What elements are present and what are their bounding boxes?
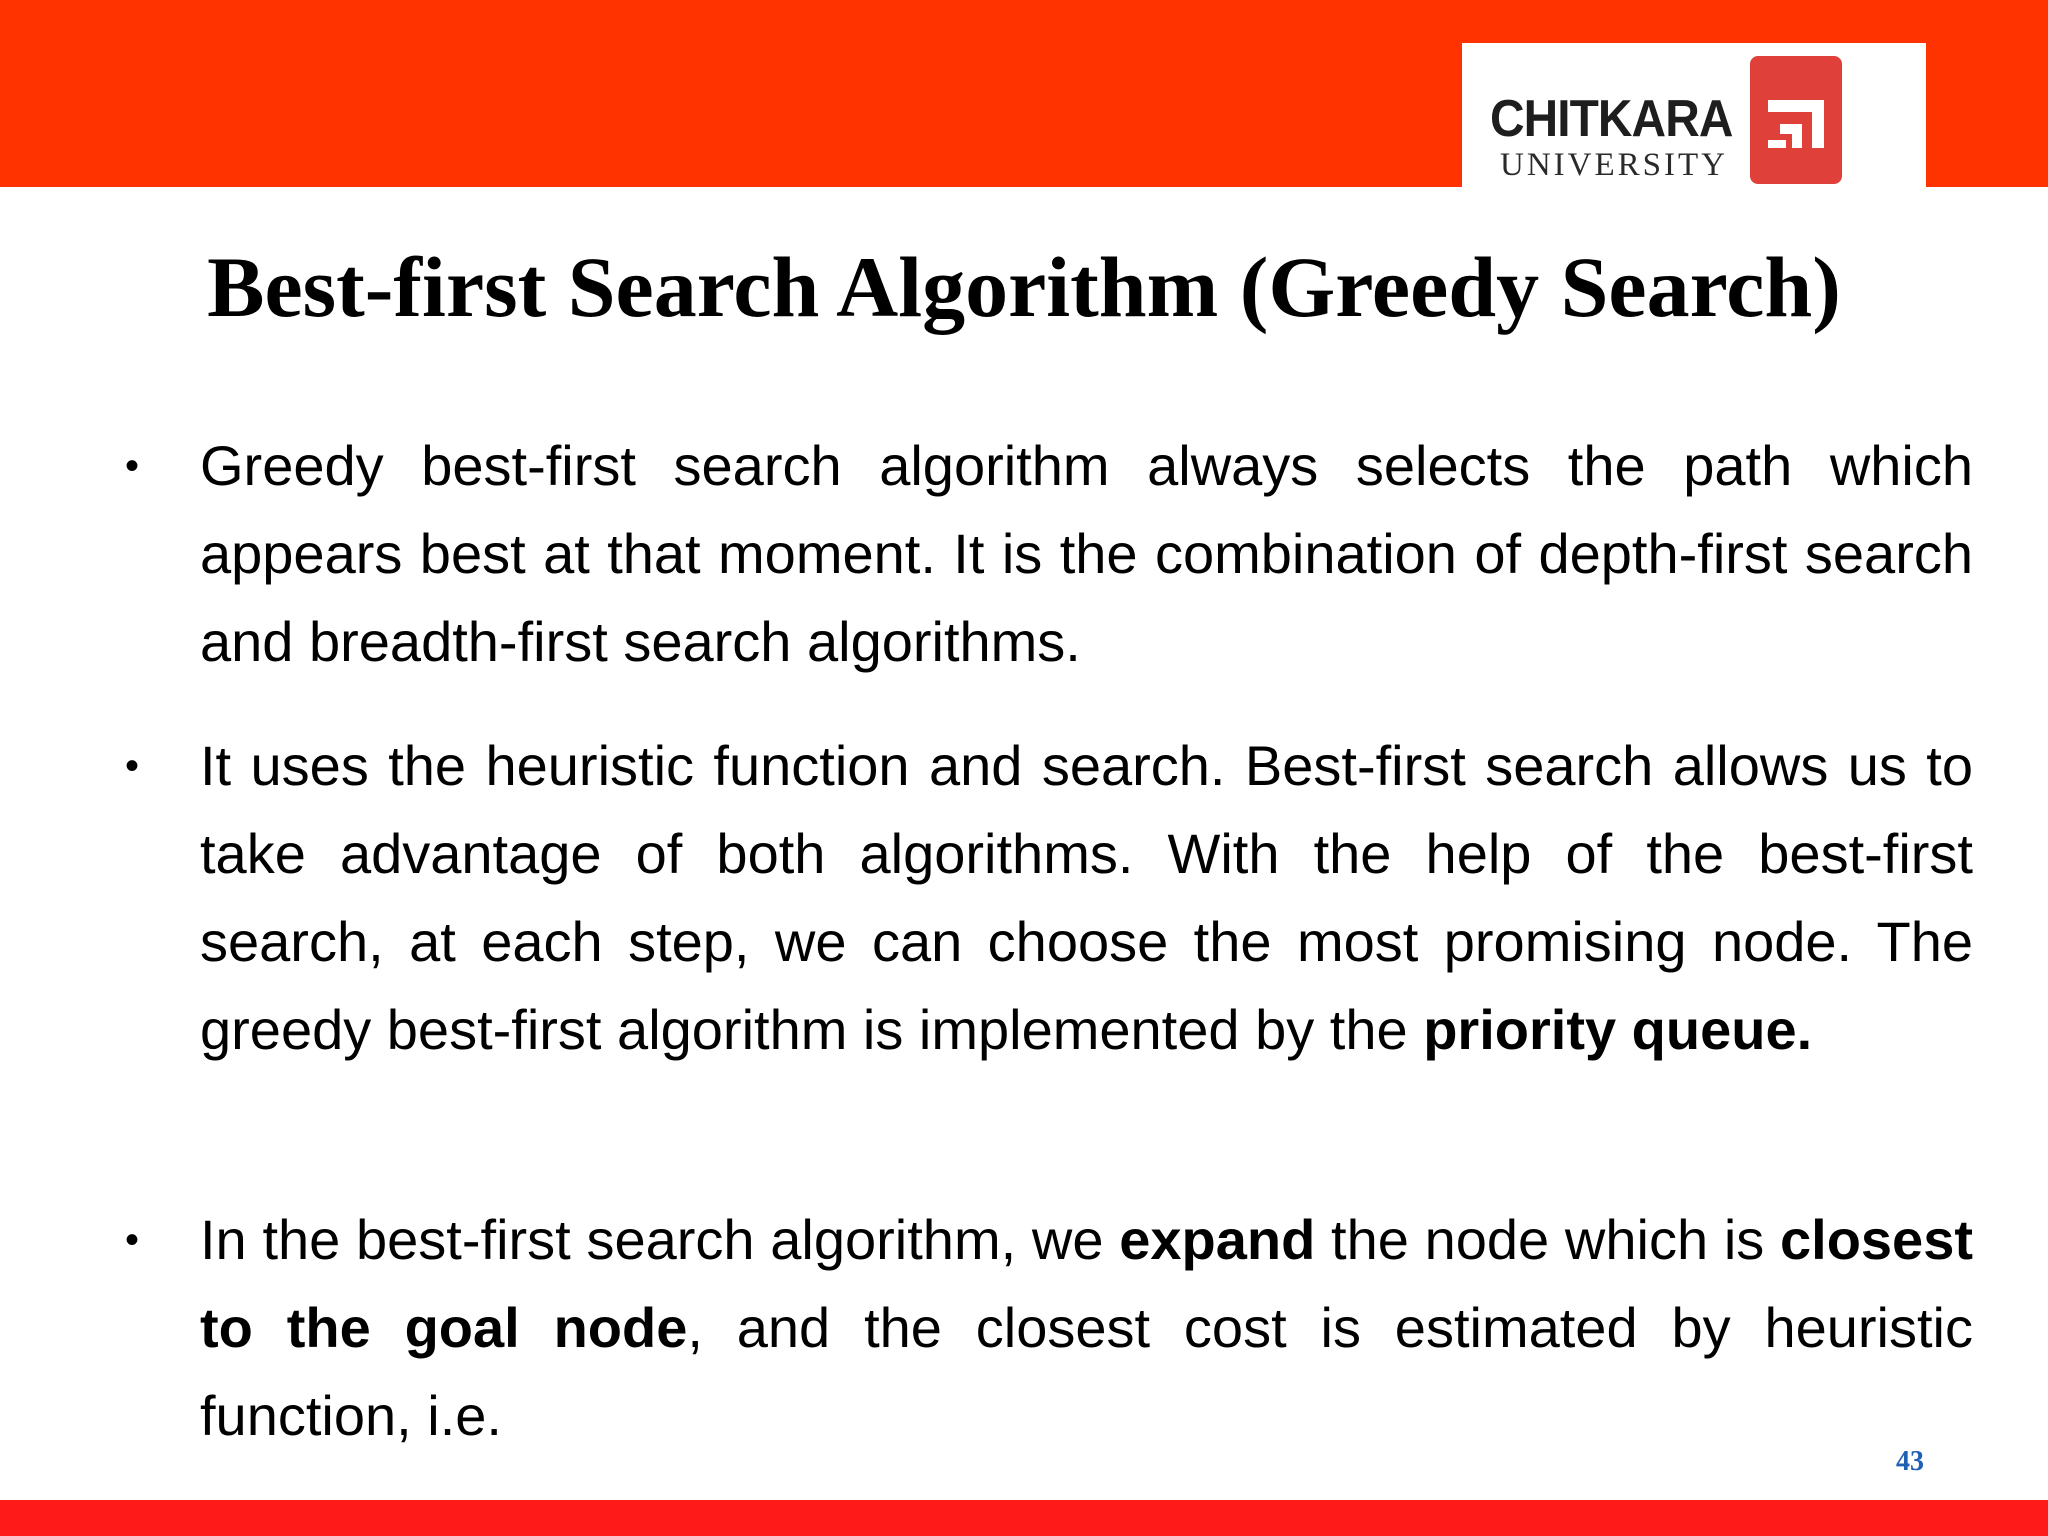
logo-subtitle: UNIVERSITY xyxy=(1500,147,1728,183)
bullet-emphasis: priority queue. xyxy=(1423,998,1813,1061)
bullet-item xyxy=(125,1196,1973,1460)
bullet-text: Greedy best-first search algorithm always selects the path which appears best at that moment. It is the combination of depth-first search and breadth-first search algorithms. xyxy=(200,434,1973,673)
bullet-text: the node which is xyxy=(1315,1208,1780,1271)
bullet-emphasis: closest to the goal node xyxy=(200,1208,1973,1359)
bullet-dot-icon: • xyxy=(125,444,140,488)
footer-band xyxy=(0,1500,2048,1536)
logo-wordmark: CHITKARA xyxy=(1490,90,1733,148)
bullet-text: In the best-first search algorithm, we xyxy=(200,1208,1120,1271)
bullet-dot-icon: • xyxy=(125,1218,140,1262)
bullet-text: It uses the heuristic function and search. Best-first search allows us to take advantage of both algorithms. With the help of the best-first search, at each step, we can choose the most promising node. The greedy best-first algorithm is implemented by the xyxy=(200,734,1973,1061)
bullet-emphasis: expand xyxy=(1119,1208,1316,1271)
bullet-item xyxy=(125,422,1973,686)
bullet-dot-icon: • xyxy=(125,744,140,788)
page-number: 43 xyxy=(1896,1446,1924,1477)
slide-title: Best-first Search Algorithm (Greedy Search) xyxy=(207,239,1841,335)
bullet-item xyxy=(125,722,1973,1074)
bullet-text: , and the closest cost is estimated by heuristic function, i.e. xyxy=(200,1296,1973,1447)
